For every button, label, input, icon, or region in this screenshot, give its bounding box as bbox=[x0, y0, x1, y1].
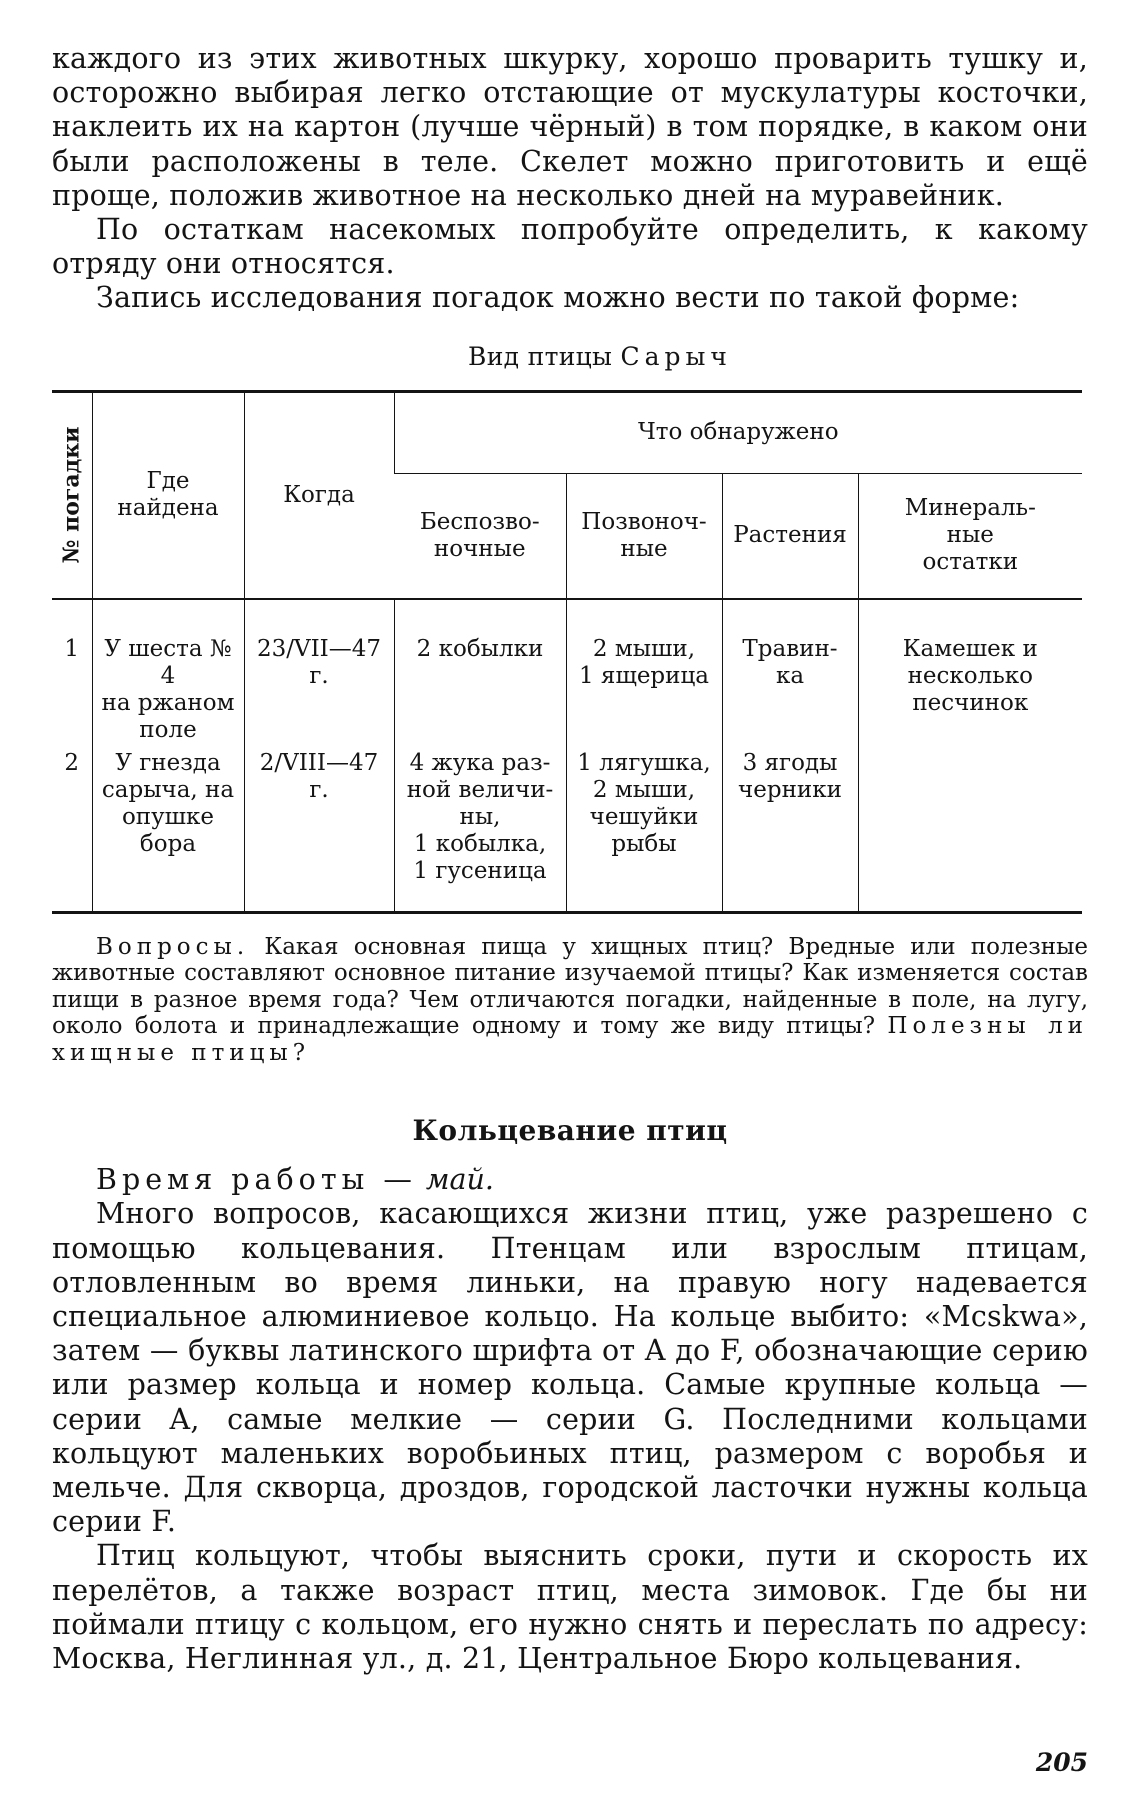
page-body bbox=[52, 42, 1088, 1676]
worktime-value: май. bbox=[425, 1163, 494, 1197]
row1-plants: Травин- ка bbox=[722, 599, 858, 744]
header-num-label: № погадки bbox=[58, 426, 85, 564]
header-invertebrates: Беспозво- ночные bbox=[394, 473, 566, 599]
worktime-line bbox=[52, 1163, 1088, 1197]
row1-when: 23/VII—47 г. bbox=[244, 599, 394, 744]
row2-vertebrates: 1 лягушка, 2 мыши, чешуйки рыбы bbox=[566, 744, 722, 913]
header-found: Что обнаружено bbox=[394, 391, 1082, 473]
table-row bbox=[52, 744, 1082, 913]
header-when: Когда bbox=[244, 391, 394, 599]
header-vertebrates: Позвоноч- ные bbox=[566, 473, 722, 599]
worktime-label: Время работы — bbox=[96, 1163, 417, 1197]
table-row bbox=[52, 599, 1082, 744]
row2-minerals bbox=[858, 744, 1082, 913]
row1-vertebrates: 2 мыши, 1 ящерица bbox=[566, 599, 722, 744]
row1-minerals: Камешек и несколько песчинок bbox=[858, 599, 1082, 744]
row1-invertebrates: 2 кобылки bbox=[394, 599, 566, 744]
pellet-table bbox=[52, 390, 1082, 914]
header-minerals: Минераль- ные остатки bbox=[858, 473, 1082, 599]
intro-paragraph-3: Запись исследования погадок можно вести по такой форме: bbox=[96, 281, 1020, 315]
page-number: 205 bbox=[1035, 1748, 1088, 1777]
row1-where: У шеста № 4 на ржаном поле bbox=[92, 599, 244, 744]
row2-where: У гнезда сарыча, на опушке бора bbox=[92, 744, 244, 913]
row2-when: 2/VIII—47 г. bbox=[244, 744, 394, 913]
header-num bbox=[52, 391, 92, 599]
questions-closing: Полезны ли хищные птицы? bbox=[52, 1013, 1089, 1066]
caption-prefix: Вид птицы bbox=[468, 341, 613, 371]
pellet-table-wrap bbox=[52, 390, 1082, 914]
row1-num: 1 bbox=[64, 635, 80, 662]
row2-plants: 3 ягоды черники bbox=[722, 744, 858, 913]
table-caption bbox=[52, 342, 1088, 376]
row2-num: 2 bbox=[64, 749, 80, 776]
caption-species: Сарыч bbox=[620, 341, 732, 371]
questions-label: Вопросы. bbox=[96, 933, 250, 960]
header-where: Где найдена bbox=[92, 391, 244, 599]
header-plants: Растения bbox=[722, 473, 858, 599]
questions-paragraph bbox=[52, 934, 1088, 1067]
row2-invertebrates: 4 жука раз- ной величи- ны, 1 кобылка, 1 гусеница bbox=[394, 744, 566, 913]
intro-paragraph-2: По остаткам насекомых попробуйте определить, к какому отряду они относятся. bbox=[52, 213, 1088, 281]
questions-text: Какая основная пища у хищных птиц? Вредные или полезные животные составляют основное питание изучаемой птицы? Как изменяется состав пищи в разное время года? Чем отличаются погадки, найденные в поле, на лугу, около болота и принадлежащие одному и тому же виду птицы? bbox=[52, 933, 1088, 1040]
ringing-paragraph-1: Много вопросов, касающихся жизни птиц, уже разрешено с помощью кольцевания. Птенцам или взрослым птицам, отловленным во время линьки, на правую ногу надевается специальное алюминиевое кольцо. На кольце выбито: «Mcskwa», затем — буквы латинского шрифта от A до F, обозначающие серию или размер кольца и номер кольца. Самые крупные кольца — серии A, самые мелкие — серии G. Последними кольцами кольцуют маленьких воробьиных птиц, размером с воробья и мельче. Для скворца, дроздов, городской ласточки нужны кольца серии F. bbox=[52, 1197, 1088, 1539]
section-title: Кольцевание птиц bbox=[412, 1114, 728, 1148]
intro-paragraph-1: каждого из этих животных шкурку, хорошо проварить тушку и, осторожно выбирая легко отстающие от мускулатуры косточки, наклеить их на картон (лучше чёрный) в том порядке, в каком они были расположены в теле. Скелет можно приготовить и ещё проще, положив животное на несколько дней на муравейник. bbox=[52, 42, 1088, 212]
ringing-paragraph-2: Птиц кольцуют, чтобы выяснить сроки, пути и скорость их перелётов, а также возраст птиц, места зимовок. Где бы ни поймали птицу с кольцом, его нужно снять и переслать по адресу: Москва, Неглинная ул., д. 21, Центральное Бюро кольцевания. bbox=[52, 1539, 1088, 1675]
